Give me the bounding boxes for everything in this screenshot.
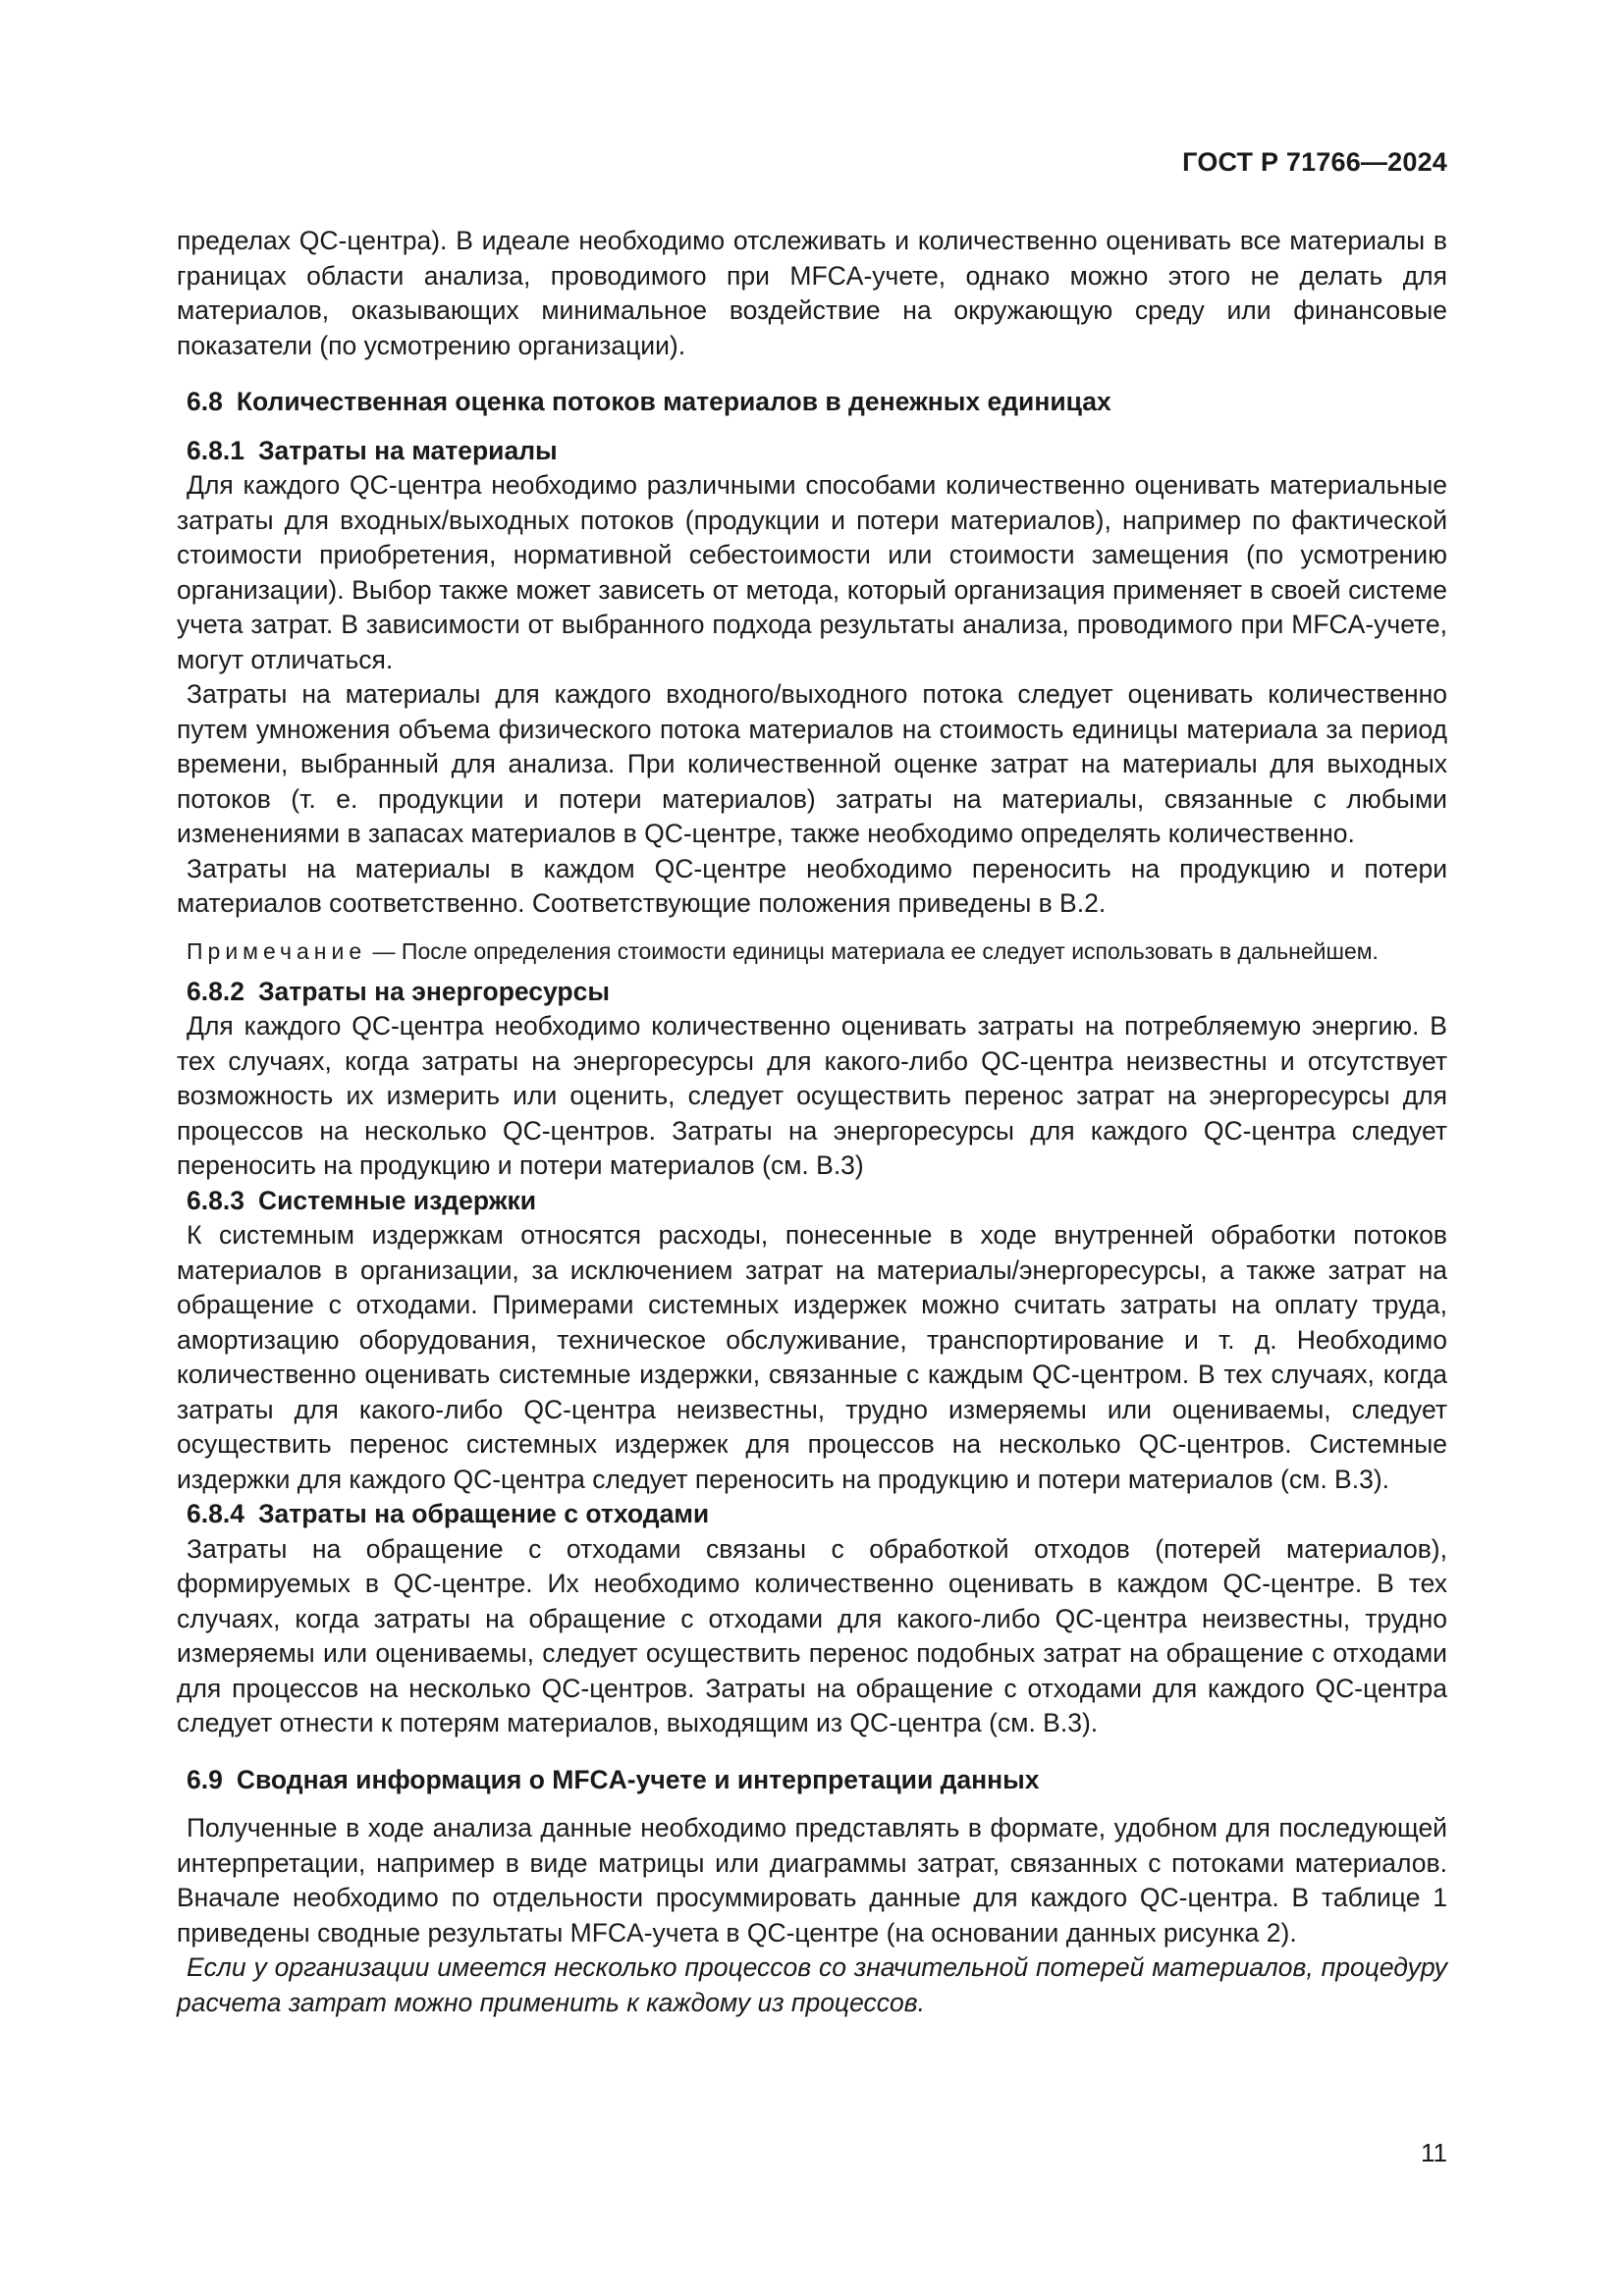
section-number: 6.8.2 (187, 976, 244, 1006)
paragraph: Для каждого QC-центра необходимо количественно оценивать затраты на потребляемую энергию. В тех случаях, когда затраты на энергоресурсы для какого-либо QC-центра неизвестны и отсутствует возможность их измерить или оценить, следует осуществить перенос затрат на энергоресурсы для процессов на несколько QC-центров. Затраты на энергоресурсы для каждого QC-центра следует переносить на продукцию и потери материалов (см. В.3) (177, 1011, 1447, 1180)
paragraph: Для каждого QC-центра необходимо различными способами количественно оценивать материальные затраты для входных/выходных потоков (продукции и потери материалов), например по фактической стоимости приобретения, нормативной себестоимости или стоимости замещения (по усмотрению организации). Выбор также может зависеть от метода, который организация применяет в своей системе учета затрат. В зависимости от выбранного подхода результаты анализа, проводимого при MFCA-учете, могут отличаться. (177, 470, 1447, 674)
italic-paragraph: Если у организации имеется несколько процессов со значительной потерей материалов, процедуру расчета затрат можно применить к каждому из процессов. (177, 1952, 1447, 2017)
section-number: 6.8 (187, 387, 223, 416)
section-number: 6.8.4 (187, 1499, 244, 1528)
section-6-8-2-heading (177, 975, 1447, 1010)
note-text: — После определения стоимости единицы материала ее следует использовать в дальнейшем. (366, 937, 1379, 964)
section-number: 6.8.3 (187, 1185, 244, 1215)
section-number: 6.9 (187, 1764, 223, 1794)
document-code-header: ГОСТ Р 71766—2024 (1182, 147, 1447, 177)
note-label: Примечание (187, 937, 367, 964)
section-6-9-heading (177, 1763, 1447, 1798)
section-title: Системные издержки (257, 1185, 537, 1215)
paragraph: Затраты на материалы для каждого входного/выходного потока следует оценивать количественно путем умножения объема физического потока материалов на стоимость единицы материала за период времени, выбранный для анализа. При количественной оценке затрат на материалы для выходных потоков (т. е. продукции и потери материалов) затраты на материалы, связанные с любыми изменениями в запасах материалов в QC-центре, также необходимо определять количественно. (177, 679, 1447, 848)
section-6-8-heading (177, 385, 1447, 420)
section-title: Количественная оценка потоков материалов в денежных единицах (236, 387, 1111, 416)
paragraph: Затраты на материалы в каждом QC-центре необходимо переносить на продукцию и потери материалов соответственно. Соответствующие положения приведены в В.2. (177, 853, 1447, 918)
section-title: Затраты на обращение с отходами (257, 1499, 710, 1528)
section-title: Затраты на материалы (257, 435, 558, 465)
section-6-8-1-heading (177, 434, 1447, 469)
page-number: 11 (1421, 2138, 1447, 2167)
intro-paragraph: пределах QC-центра). В идеале необходимо отслеживать и количественно оценивать все материалы в границах области анализа, проводимого при MFCA-учете, однако можно этого не делать для материалов, оказывающих минимальное воздействие на окружающую среду или финансовые показатели (по усмотрению организации). (177, 226, 1447, 360)
note (177, 935, 1447, 967)
paragraph: Затраты на обращение с отходами связаны с обработкой отходов (потерей материалов), формируемых в QC-центре. Их необходимо количественно оценивать в каждом QC-центре. В тех случаях, когда затраты на обращение с отходами для какого-либо QC-центра неизвестны, трудно измеряемы или оцениваемы, следует осуществить перенос подобных затрат на обращение с отходами для процессов на несколько QC-центров. Затраты на обращение с отходами для каждого QC-центра следует отнести к потерям материалов, выходящим из QC-центра (см. В.3). (177, 1533, 1447, 1737)
page-content (177, 224, 1447, 2020)
section-number: 6.8.1 (187, 435, 244, 465)
section-6-8-4-heading (177, 1497, 1447, 1532)
paragraph: К системным издержкам относятся расходы, понесенные в ходе внутренней обработки потоков материалов в организации, за исключением затрат на материалы/энергоресурсы, а также затрат на обращение с отходами. Примерами системных издержек можно считать затраты на оплату труда, амортизацию оборудования, техническое обслуживание, транспортирование и т. д. Необходимо количественно оценивать системные издержки, связанные с каждым QC-центром. В тех случаях, когда затраты для какого-либо QC-центра неизвестны, трудно измеряемы или оцениваемы, следует осуществить перенос системных издержек для процессов на несколько QC-центров. Системные издержки для каждого QC-центра следует переносить на продукцию и потери материалов (см. В.3). (177, 1220, 1447, 1494)
section-title: Сводная информация о MFCA-учете и интерпретации данных (236, 1764, 1040, 1794)
paragraph: Полученные в ходе анализа данные необходимо представлять в формате, удобном для последующей интерпретации, например в виде матрицы или диаграммы затрат, связанных с потоками материалов. Вначале необходимо по отдельности просуммировать данные для каждого QC-центра. В таблице 1 приведены сводные результаты MFCA-учета в QC-центре (на основании данных рисунка 2). (177, 1813, 1447, 1948)
section-6-8-3-heading (177, 1184, 1447, 1219)
section-title: Затраты на энергоресурсы (257, 976, 610, 1006)
